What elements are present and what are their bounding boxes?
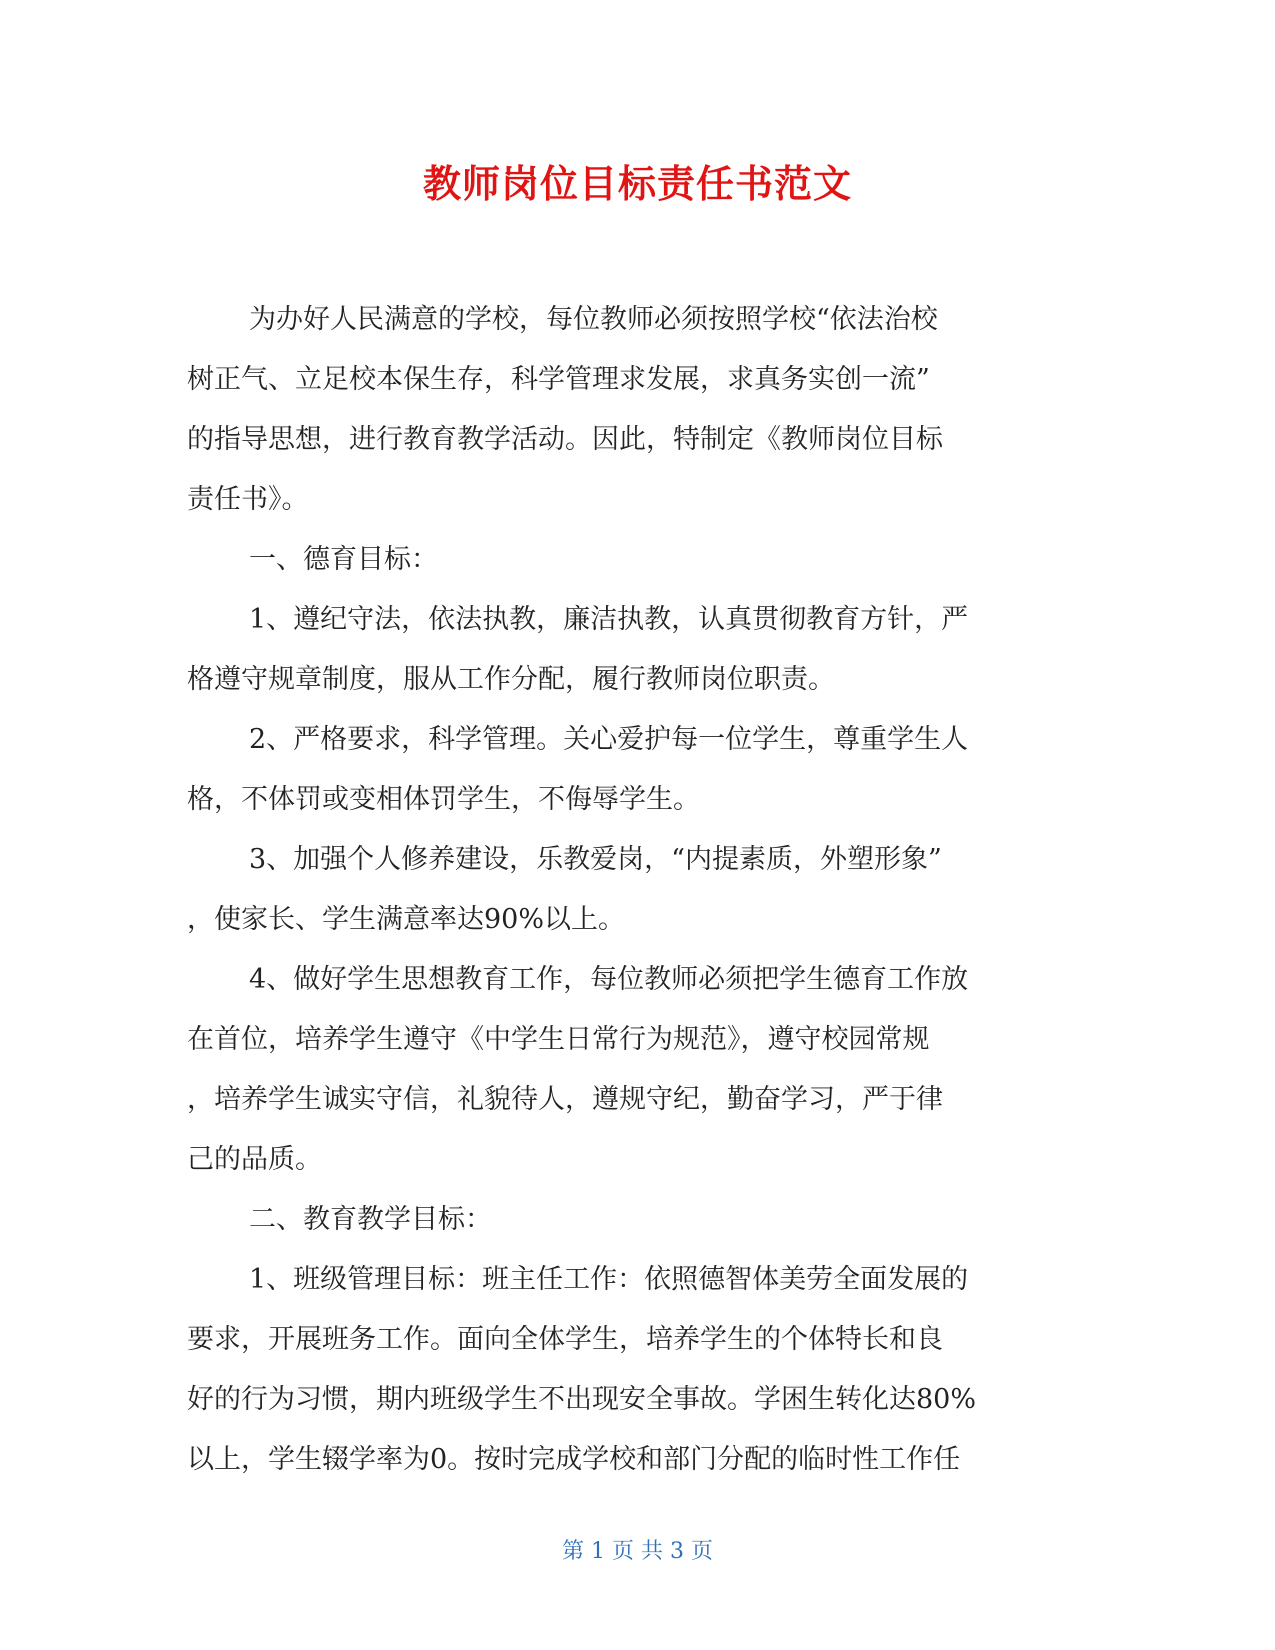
body-line: 树正气、立足校本保生存，科学管理求发展，求真务实创一流” (187, 364, 930, 395)
body-line: 为办好人民满意的学校，每位教师必须按照学校“依法治校 (249, 304, 938, 335)
body-line: 格遵守规章制度，服从工作分配，履行教师岗位职责。 (187, 664, 835, 695)
body-line: 在首位，培养学生遵守《中学生日常行为规范》，遵守校园常规 (187, 1024, 930, 1055)
body-line: 格，不体罚或变相体罚学生，不侮辱学生。 (187, 784, 700, 815)
body-line: 好的行为习惯，期内班级学生不出现安全事故。学困生转化达80% (187, 1384, 977, 1415)
body-line: 4、做好学生思想教育工作，每位教师必须把学生德育工作放 (249, 964, 969, 995)
body-line: ，使家长、学生满意率达90%以上。 (187, 904, 626, 935)
body-line: 要求，开展班务工作。面向全体学生，培养学生的个体特长和良 (187, 1324, 943, 1355)
section-heading: 一、德育目标： (249, 544, 438, 575)
document-title: 教师岗位目标责任书范文 (422, 162, 852, 206)
body-line: 己的品质。 (187, 1144, 322, 1175)
section-heading: 二、教育教学目标： (249, 1204, 492, 1235)
body-line: 以上，学生辍学率为0。按时完成学校和部门分配的临时性工作任 (187, 1444, 961, 1475)
body-line: 的指导思想，进行教育教学活动。因此，特制定《教师岗位目标 (187, 424, 943, 455)
body-line: 1、班级管理目标：班主任工作：依照德智体美劳全面发展的 (249, 1264, 969, 1295)
body-line: 3、加强个人修养建设，乐教爱岗，“内提素质，外塑形象” (249, 844, 942, 875)
body-line: 责任书》。 (187, 484, 309, 515)
body-line: 2、严格要求，科学管理。关心爱护每一位学生，尊重学生人 (249, 724, 969, 755)
body-line: 1、遵纪守法，依法执教，廉洁执教，认真贯彻教育方针，严 (249, 604, 969, 635)
page-number-footer: 第 1 页 共 3 页 (562, 1539, 713, 1564)
body-line: ，培养学生诚实守信，礼貌待人，遵规守纪，勤奋学习，严于律 (187, 1084, 943, 1115)
document-body (187, 290, 1082, 1490)
